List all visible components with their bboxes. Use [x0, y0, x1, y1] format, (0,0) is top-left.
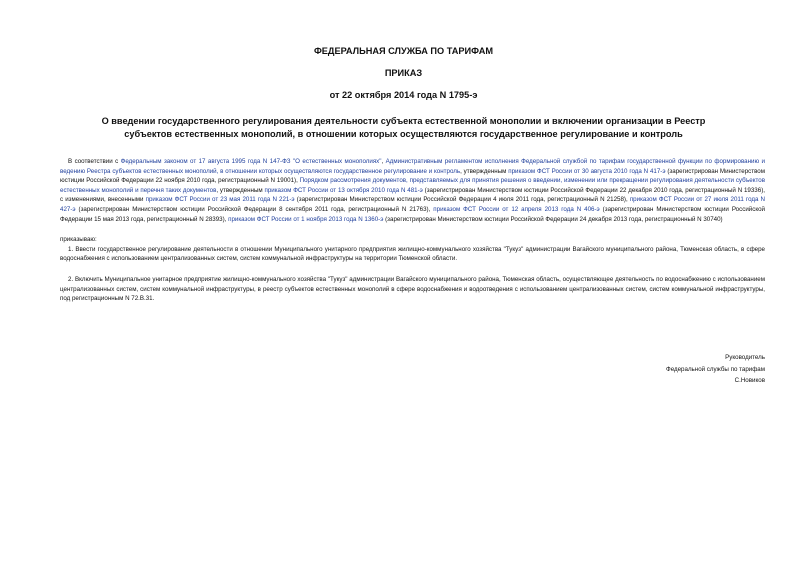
order-427-link[interactable]: приказом ФСТ России от 27 июля 2011 года N 427-э	[60, 196, 766, 213]
order-item-2: 2. Включить Муниципальное унитарное предприятие жилищно-коммунального хозяйства "Тукуз" администрации Вагайского муниципального района, Тюменская область, осуществляющее деятельность по водоснабжению с использованием централизованных систем, систем коммунальной инфраструктуры, в реестр субъектов естественных монополий в сфере водоснабжения и водоотведения с использованием централизованных систем, систем коммунальной инфраструктуры, под регистрационным N 72.В.31.	[60, 275, 765, 303]
signature-organization: Федеральной службы по тарифам	[666, 365, 765, 373]
org-name: ФЕДЕРАЛЬНАЯ СЛУЖБА ПО ТАРИФАМ	[313, 46, 494, 56]
regulation-link[interactable]: Административным регламентом исполнения Федеральной службой по тарифам государственной функции по формированию и ведению Реестра субъектов естественных монополий, в отношении которых осуществляются государственное регулирование и контроль	[60, 158, 766, 175]
preamble-text: , утвержденным	[216, 186, 265, 194]
preamble-text: (зарегистрирован Министерством юстиции Российской Федерации 4 июля 2011 года, регистрационный N 21258),	[294, 196, 630, 204]
order-word: приказываю:	[60, 236, 97, 244]
signature-name: С.Новиков	[734, 377, 765, 384]
order-481-link[interactable]: приказом ФСТ России от 13 октября 2010 года N 481-э	[264, 186, 423, 194]
preamble-text: (зарегистрирован Министерством юстиции Российской Федерации 22 декабря 2010 года, регистрационный N 19336), с изменениями, внесенными	[60, 186, 765, 204]
order-417-link[interactable]: приказом ФСТ России от 30 августа 2010 года N 417-э	[508, 167, 666, 175]
order-406-link[interactable]: приказом ФСТ России от 12 апреля 2013 года N 406-э	[433, 205, 600, 213]
preamble-paragraph	[60, 157, 765, 224]
preamble-text: (зарегистрирован Министерством юстиции Российской Федерации 15 мая 2013 года, регистрационный N 28393),	[60, 205, 765, 223]
preamble-text: , утвержденным	[460, 167, 509, 175]
preamble-text: (зарегистрирован Министерством юстиции Российской Федерации 24 декабря 2013 года, регистрационный N 30740)	[383, 215, 723, 223]
order-1360-link[interactable]: приказом ФСТ России от 1 ноября 2013 года N 1360-э	[228, 215, 384, 223]
doc-date-number: от 22 октября 2014 года N 1795-э	[329, 90, 478, 100]
preamble-text: (зарегистрирован Министерством юстиции Российской Федерации 8 сентября 2011 года, регистрационный N 21763),	[75, 205, 434, 213]
doc-type: ПРИКАЗ	[384, 68, 423, 78]
doc-title: О введении государственного регулирования деятельности субъекта естественной монополии и включении организации в Реестр субъектов естественных монополий, в отношении которых осуществляются государственное регулирование и контроль	[101, 116, 706, 139]
signature-position: Руководитель	[725, 354, 765, 361]
preamble-text: В соответствии с	[68, 158, 121, 165]
order-221-link[interactable]: приказом ФСТ России от 23 мая 2011 года N 221-э	[145, 196, 295, 204]
procedure-link[interactable]: Порядком рассмотрения документов, представляемых для принятия решения о введении, изменении или прекращении регулирования деятельности субъектов естественных монополий и перечня таких документов	[60, 177, 766, 194]
law-link[interactable]: Федеральным законом от 17 августа 1995 года N 147-ФЗ "О естественных монополиях"	[120, 158, 382, 165]
preamble-text: (зарегистрирован Министерством юстиции Российской Федерации 22 ноября 2010 года, регистрационный N 19001),	[60, 167, 765, 185]
preamble-text: ,	[381, 158, 386, 165]
order-item-1: 1. Ввести государственное регулирование деятельности в отношении Муниципального унитарного предприятия жилищно-коммунального хозяйства "Тукуз" администрации Вагайского муниципального района, Тюменская область, в сфере водоснабжения с использованием централизованных систем, систем коммунальной инфраструктуры на территории Тюменской области.	[60, 245, 765, 263]
document-body	[60, 157, 765, 304]
signature-block	[666, 352, 765, 387]
